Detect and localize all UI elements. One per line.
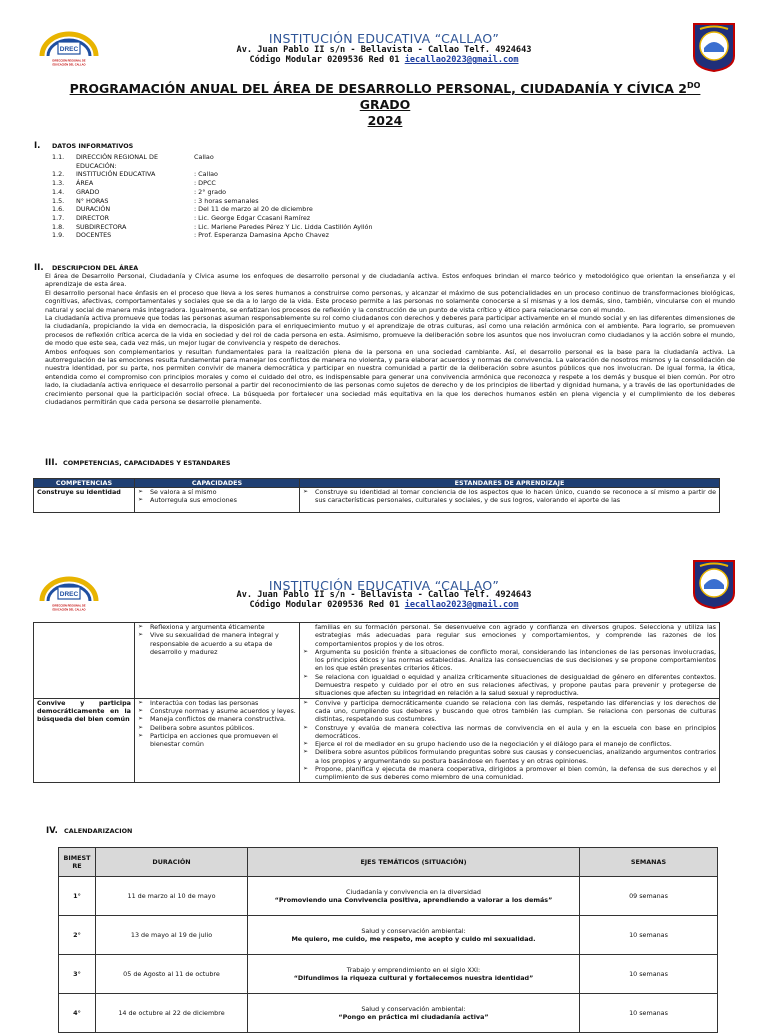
bimestre-cell: 4° — [59, 994, 96, 1033]
list-item: ➢ Ejerce el rol de mediador en su grupo haciendo uso de la negociación y el diálogo para el manejo de conflictos. — [303, 740, 716, 748]
datos-num: 1.9. — [52, 231, 65, 240]
eje-title: Trabajo y emprendimiento en el siglo XXI: — [346, 966, 481, 974]
svg-text:EDUCACIÓN DEL CALLAO: EDUCACIÓN DEL CALLAO — [52, 63, 86, 67]
table-row — [34, 698, 720, 782]
datos-key: GRADO — [76, 187, 100, 196]
list-item: ➢ Vive su sexualidad de manera integral y responsable de acuerdo a su etapa de desarrollo y madurez — [138, 631, 296, 656]
datos-key: ÁREA — [76, 179, 94, 188]
datos-key: SUBDIRECTORA — [76, 222, 127, 231]
col-header-duracion: DURACIÓN — [96, 848, 248, 877]
datos-value: : Lic. Marlene Paredes Pérez Y Lic. Lidda Castillón Ayllón — [194, 222, 373, 231]
list-item: ➢ Construye y evalúa de manera colectiva las normas de convivencia en el aula y en la escuela con base en principios democráticos. — [303, 724, 716, 741]
datos-num: 1.6. — [52, 205, 65, 214]
bimestre-cell: 1° — [59, 877, 96, 916]
institution-address: Av. Juan Pablo II s/n - Bellavista - Callao Telf. 4924643 — [236, 45, 532, 55]
list-item: ➢ Argumenta su posición frente a situaciones de conflicto moral, considerando las intenciones de las personas involucradas, los principios éticos y las normas establecidas. Analiza las consecuencias de sus decisiones y se propone comportamientos en los que estén presentes criterios éticos. — [303, 648, 716, 673]
datos-key: DURACIÓN — [76, 205, 111, 214]
col-header-ejes: EJES TEMÁTICOS (SITUACIÓN) — [248, 848, 580, 877]
description-paragraph: La ciudadanía activa promueve que todas las personas asuman responsablemente su rol como ciudadanos con derechos y deberes para participar activamente en el mundo social y en las diferentes dimensiones de la ciudadanía, propiciando la vida en democracia, la disposición para el enriquecimiento mutuo y el aprendizaje de otras culturas, así como una relación armónica con el ambiente. Para lograrlo, se promueven procesos de reflexión crítica acerca de la vida en sociedad y del rol de cada persona en esta. Asimismo, promueve la deliberación sobre los asuntos que nos involucran como ciudadanos y la acción sobre el mundo, de modo que este sea, cada vez más, un mejor lugar de convivencia y respeto de derechos. — [45, 314, 735, 348]
capacidades-cell — [135, 698, 300, 782]
datos-value: : DPCC — [194, 179, 216, 188]
datos-value: : Del 11 de marzo al 20 de diciembre — [194, 205, 313, 214]
institution-code: Código Modular 0209536 Red 01 iecallao2023@gmail.com — [249, 600, 519, 610]
table-row — [59, 994, 718, 1033]
col-header-competencias: COMPETENCIAS — [34, 479, 135, 488]
eje-situation: “Difundimos la riqueza cultural y fortalecemos nuestra identidad” — [293, 974, 534, 982]
datos-key: INSTITUCIÓN EDUCATIVA — [76, 170, 156, 179]
estandar-cell — [300, 623, 720, 699]
datos-row — [52, 205, 373, 214]
competencias-table-continued — [33, 622, 720, 783]
email-link[interactable]: iecallao2023@gmail.com — [404, 600, 519, 610]
datos-num: 1.2. — [52, 170, 65, 179]
svg-text:EDUCACIÓN DEL CALLAO: EDUCACIÓN DEL CALLAO — [52, 608, 86, 612]
section-2-heading: II. DESCRIPCION DEL ÁREA — [34, 263, 139, 273]
datos-row — [52, 231, 373, 240]
datos-value: : 2° grado — [194, 187, 227, 196]
datos-key: DOCENTES — [76, 231, 112, 240]
eje-cell — [248, 877, 580, 916]
svg-text:DIRECCIÓN REGIONAL DE: DIRECCIÓN REGIONAL DE — [52, 604, 86, 608]
description-paragraph: El área de Desarrollo Personal, Ciudadanía y Cívica asume los enfoques de desarrollo personal y de ciudadanía activa. Estos enfoques brindan el marco teórico y metodológico que orientan la enseñanza y el aprendizaje de esta área. — [45, 272, 735, 289]
svg-text:DIRECCIÓN REGIONAL DE: DIRECCIÓN REGIONAL DE — [52, 59, 86, 63]
datos-value: : Prof. Esperanza Damasina Apcho Chavez — [194, 231, 329, 240]
datos-key: N° HORAS — [76, 196, 109, 205]
eje-title: Salud y conservación ambiental: — [361, 927, 466, 935]
eje-title: Ciudadanía y convivencia en la diversidad — [346, 888, 481, 896]
list-item: ➢ Participa en acciones que promueven el bienestar común — [138, 732, 296, 749]
description-paragraph: Ambos enfoques son complementarios y resultan fundamentales para la realización plena de la persona en una sociedad cambiante. Así, el desarrollo personal es la base para la ciudadanía activa. La autorregulación de las emociones resulta fundamental para manejar los conflictos de manera no violenta, y para elaborar acuerdos y normas de convivencia. La valoración de nosotros mismos y la consolidación de nuestra identidad, por su parte, nos permiten convivir de manera democrática y participar en nuestra comunidad a partir de la deliberación sobre asuntos públicos que nos involucran. De igual forma, la ética, entendida como el compromiso con principios morales y como el cuidado del otro, es indispensable para generar una convivencia armónica que reconozca y respete a los demás y busque el bien común. Por otro lado, la ciudadanía activa enriquece el desarrollo personal a partir del reconocimiento de las personas como sujetos de derecho y de los principios de libertad y dignidad humana, y a través de las oportunidades de crecimiento personal que la participación social ofrece. La búsqueda por fortalecer una sociedad más equitativa en la que los derechos humanos estén en plena vigencia y el cumplimiento de los deberes ciudadanos permitirán que cada persona se desarrolle plenamente. — [45, 347, 735, 407]
eje-cell — [248, 916, 580, 955]
datos-key: DIRECTOR — [76, 213, 110, 222]
datos-value: : Callao — [194, 170, 218, 179]
institution-name: INSTITUCIÓN EDUCATIVA “CALLAO” — [268, 31, 500, 46]
datos-num: 1.4. — [52, 187, 65, 196]
semanas-cell: 10 semanas — [580, 955, 718, 994]
table-row — [59, 955, 718, 994]
eje-situation: “Pongo en práctica mi ciudadanía activa” — [338, 1013, 489, 1021]
table-row — [59, 877, 718, 916]
datos-row — [52, 179, 373, 188]
list-item: ➢ Construye normas y asume acuerdos y leyes. — [138, 707, 296, 715]
list-item: ➢ Autorregula sus emociones — [138, 496, 296, 504]
list-item: ➢ Delibera sobre asuntos públicos formulando preguntas sobre sus causas y consecuencias, analizando argumentos contrarios a los propios y argumentando su postura basándose en fuentes y en otras opiniones. — [303, 748, 716, 765]
datos-row — [52, 214, 373, 223]
capacidades-cell — [135, 623, 300, 699]
datos-key: DIRECCIÓN REGIONAL DE EDUCACIÓN: — [76, 153, 158, 170]
bimestre-cell: 2° — [59, 916, 96, 955]
datos-value: Callao — [194, 153, 214, 161]
duracion-cell: 11 de marzo al 10 de mayo — [96, 877, 248, 916]
calendarizacion-table — [58, 847, 718, 1033]
datos-num: 1.8. — [52, 222, 65, 231]
estandar-cell — [300, 698, 720, 782]
datos-num: 1.1. — [52, 153, 65, 161]
table-row — [34, 488, 720, 513]
datos-num: 1.5. — [52, 196, 65, 205]
competencia-cell: Construye su identidad — [34, 488, 135, 513]
datos-num: 1.3. — [52, 179, 65, 188]
page-2 — [0, 545, 768, 1024]
eje-title: Salud y conservación ambiental: — [361, 1005, 466, 1013]
datos-value: : 3 horas semanales — [194, 196, 259, 205]
eje-cell — [248, 955, 580, 994]
logo-left-text: DREC — [59, 46, 79, 53]
institution-address: Av. Juan Pablo II s/n - Bellavista - Callao Telf. 4924643 — [236, 590, 532, 600]
eje-situation: “Promoviendo una Convivencia positiva, aprendiendo a valorar a los demás” — [274, 896, 553, 904]
list-item: ➢ Se relaciona con igualdad o equidad y analiza críticamente situaciones de desigualdad de género en diferentes contextos. Demuestra respeto y cuidado por el otro en sus relaciones afectivas, y propone pautas para prevenir y protegerse de situaciones que afecten su integridad en relación a la salud sexual y reproductiva. — [303, 673, 716, 698]
semanas-cell: 10 semanas — [580, 916, 718, 955]
datos-row — [52, 197, 373, 206]
semanas-cell: 09 semanas — [580, 877, 718, 916]
list-item: ➢ Maneja conflictos de manera constructiva. — [138, 715, 296, 723]
datos-informativos-list — [52, 153, 373, 240]
list-item: ➢ Reflexiona y argumenta éticamente — [138, 623, 296, 631]
semanas-cell: 10 semanas — [580, 994, 718, 1033]
eje-situation: Me quiero, me cuido, me respeto, me acepto y cuido mi sexualidad. — [291, 935, 536, 943]
table-row — [59, 916, 718, 955]
area-description — [45, 272, 735, 407]
col-header-semanas: SEMANAS — [580, 848, 718, 877]
duracion-cell: 13 de mayo al 19 de julio — [96, 916, 248, 955]
table-row — [34, 623, 720, 699]
list-item: ➢ Se valora a sí mismo — [138, 488, 296, 496]
page-title: PROGRAMACIÓN ANUAL DEL ÁREA DE DESARROLLO PERSONAL, CIUDADANÍA Y CÍVICA $2^{DO}$ GRADO 2024 — [69, 81, 701, 129]
duracion-cell: 05 de Agosto al 11 de octubre — [96, 955, 248, 994]
datos-row — [52, 170, 373, 179]
page-gap — [0, 520, 768, 545]
col-header-bimestre: BIMEST RE — [59, 848, 96, 877]
list-item: ➢ Propone, planifica y ejecuta de manera cooperativa, dirigidos a promover el bien común, la defensa de sus derechos y el cumplimiento de sus deberes como miembro de una comunidad. — [303, 765, 716, 782]
capacidades-cell — [135, 488, 300, 513]
list-item: ➢ Delibera sobre asuntos públicos. — [138, 724, 296, 732]
institution-name: INSTITUCIÓN EDUCATIVA “CALLAO” — [268, 578, 500, 593]
datos-num: 1.7. — [52, 213, 65, 222]
section-3-heading: III. COMPETENCIAS, CAPACIDADES Y ESTANDARES — [45, 458, 231, 468]
col-header-capacidades: CAPACIDADES — [135, 479, 300, 488]
institution-code: Código Modular 0209536 Red 01 iecallao2023@gmail.com — [249, 55, 519, 65]
list-item: ➢ Construye su identidad al tomar conciencia de los aspectos que lo hacen único, cuando se reconoce a sí mismo a partir de sus características personales, culturales y sociales, y de sus logros, valorando el aporte de las — [303, 488, 716, 505]
section-1-heading: I. DATOS INFORMATIVOS — [34, 141, 134, 151]
datos-row — [52, 153, 373, 170]
estandar-cell — [300, 488, 720, 513]
bimestre-cell: 3° — [59, 955, 96, 994]
estandar-lead: familias en su formación personal. Se desenvuelve con agrado y confianza en diversos grupos. Selecciona y utiliza las estrategias más adecuadas para regular sus emociones y comportamientos, y comprende las razones de los comportamientos propios y de los otros. — [315, 623, 716, 648]
competencia-cell: Convive y participa democráticamente en la búsqueda del bien común — [34, 698, 135, 782]
datos-row — [52, 223, 373, 232]
email-link[interactable]: iecallao2023@gmail.com — [404, 55, 519, 65]
description-paragraph: El desarrollo personal hace énfasis en el proceso que lleva a los seres humanos a construirse como personas, y alcanzar el máximo de sus potencialidades en un proceso continuo de transformaciones biológicas, cognitivas, afectivas, comportamentales y sociales que se da a lo largo de la vida. Este proceso permite a las personas no solamente conocerse a sí mismas y a los demás, sino, también, vincularse con el mundo natural y social de manera más integradora. Igualmente, se enfatizan los procesos de reflexión y la construcción de un punto de vista crítico y ético para relacionarse con el mundo. — [45, 288, 735, 314]
section-4-heading: IV. CALENDARIZACION — [46, 826, 133, 836]
competencias-table — [33, 478, 720, 513]
logo-left-text: DREC — [59, 591, 79, 598]
datos-value: : Lic. George Edgar Ccasani Ramírez — [194, 213, 311, 222]
competencia-cell — [34, 623, 135, 699]
datos-row — [52, 188, 373, 197]
col-header-estandares: ESTANDARES DE APRENDIZAJE — [300, 479, 720, 488]
list-item: ➢ Interactúa con todas las personas — [138, 699, 296, 707]
duracion-cell: 14 de octubre al 22 de diciembre — [96, 994, 248, 1033]
eje-cell — [248, 994, 580, 1033]
list-item: ➢ Convive y participa democráticamente cuando se relaciona con las demás, respetando las diferencias y los derechos de cada uno, cumpliendo sus deberes y buscando que otros también las cumplan. Se relaciona con personas de culturas distintas, respetando sus costumbres. — [303, 699, 716, 724]
